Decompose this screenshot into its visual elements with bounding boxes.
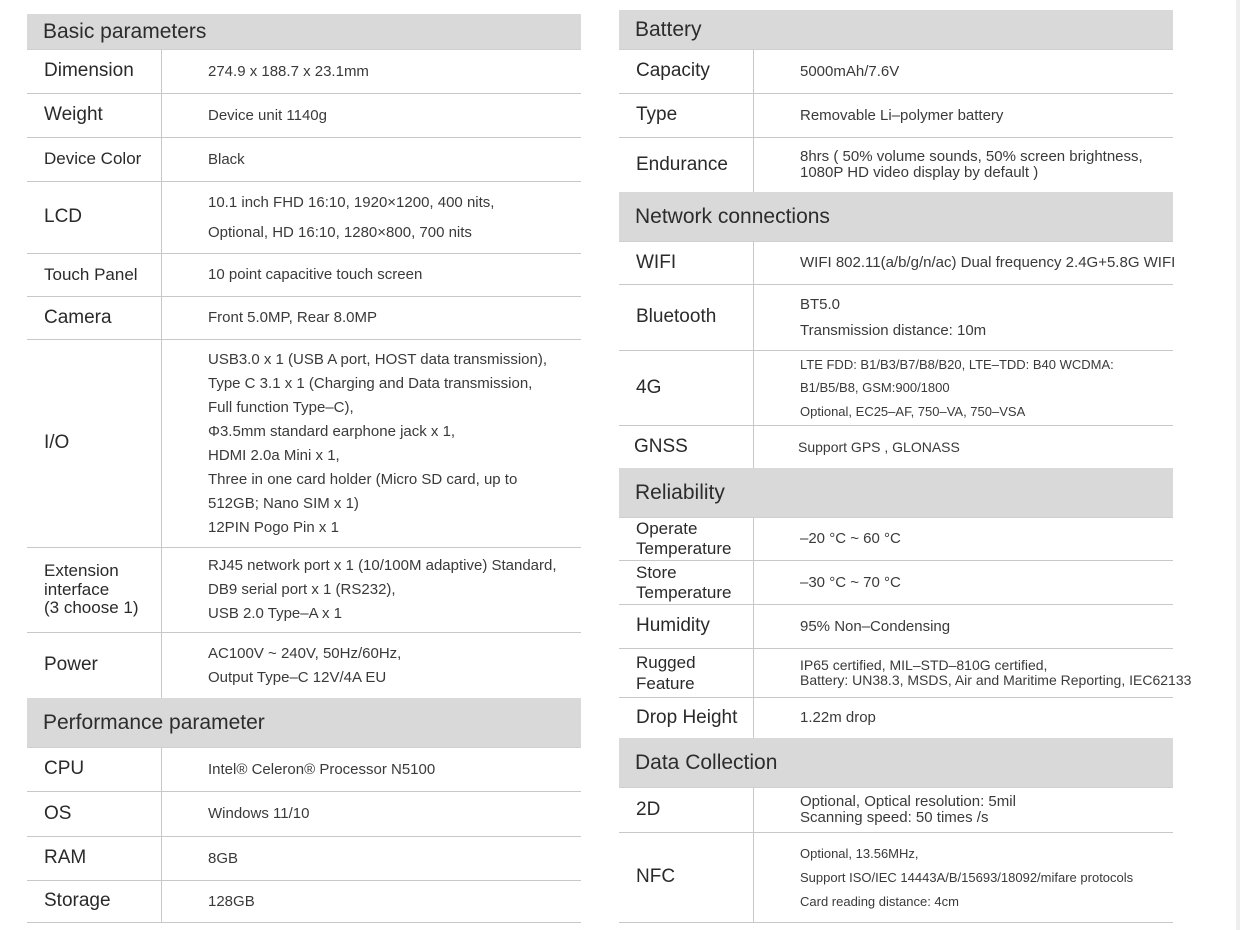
spec-label-line: Store bbox=[636, 562, 677, 582]
spec-value-line: Intel® Celeron® Processor N5100 bbox=[208, 760, 436, 778]
spec-label-line: Operate bbox=[636, 519, 698, 538]
spec-row-lcd bbox=[27, 182, 581, 254]
spec-value bbox=[162, 138, 651, 181]
spec-value-line: Black bbox=[208, 150, 245, 168]
spec-value bbox=[754, 351, 1240, 425]
spec-row-io bbox=[27, 340, 581, 548]
spec-value-line: 5000mAh/7.6V bbox=[800, 62, 900, 80]
spec-label: OS bbox=[27, 792, 162, 836]
spec-label bbox=[619, 518, 754, 560]
spec-row-nfc bbox=[619, 833, 1173, 923]
spec-label-line: Extension bbox=[44, 560, 119, 580]
spec-row-power bbox=[27, 633, 581, 698]
spec-label-line: Feature bbox=[636, 674, 695, 693]
spec-row-rugged-feature bbox=[619, 649, 1192, 698]
spec-value-line: Windows 11/10 bbox=[208, 805, 310, 822]
spec-label: Capacity bbox=[619, 50, 754, 93]
spec-value bbox=[162, 94, 651, 137]
spec-value-line: LTE FDD: B1/B3/B7/B8/B20, LTE–TDD: B40 WCDMA: bbox=[800, 356, 1114, 372]
spec-label-line: (3 choose 1) bbox=[44, 598, 139, 618]
spec-value-line: Type C 3.1 x 1 (Charging and Data transmission, bbox=[208, 374, 533, 392]
spec-value-line: 8GB bbox=[208, 849, 239, 867]
spec-value-line: Full function Type–C), bbox=[208, 398, 354, 416]
spec-row-4g bbox=[619, 351, 1173, 426]
spec-label: Storage bbox=[27, 881, 162, 922]
section-header-reliability: Reliability bbox=[619, 468, 1173, 518]
spec-row-capacity bbox=[619, 50, 1173, 94]
spec-label: WIFI bbox=[619, 242, 754, 284]
spec-row-camera bbox=[27, 297, 581, 340]
spec-value bbox=[162, 633, 651, 698]
left-spec-panel bbox=[27, 0, 581, 930]
section-header-network-connections: Network connections bbox=[619, 192, 1173, 242]
spec-value-line: 10 point capacitive touch screen bbox=[208, 266, 423, 283]
spec-value-line: 1.22m drop bbox=[800, 709, 876, 726]
spec-row-2d bbox=[619, 788, 1173, 833]
spec-value bbox=[754, 698, 1240, 738]
spec-label: 4G bbox=[619, 351, 754, 425]
section-header-performance-parameter: Performance parameter bbox=[27, 698, 581, 748]
spec-row-storage bbox=[27, 881, 581, 923]
spec-row-wifi bbox=[619, 242, 1176, 285]
spec-row-battery-type bbox=[619, 94, 1173, 138]
spec-value-line: Optional, HD 16:10, 1280×800, 700 nits bbox=[208, 223, 472, 241]
spec-value bbox=[162, 50, 651, 93]
spec-value bbox=[162, 340, 651, 547]
spec-value-line: HDMI 2.0a Mini x 1, bbox=[208, 446, 340, 464]
spec-value-line: USB 2.0 Type–A x 1 bbox=[208, 605, 342, 622]
section-header-data-collection: Data Collection bbox=[619, 738, 1173, 788]
spec-label: Humidity bbox=[619, 605, 754, 648]
spec-label: NFC bbox=[619, 833, 754, 922]
spec-value-line: Optional, EC25–AF, 750–VA, 750–VSA bbox=[800, 403, 1026, 419]
spec-value-line: WIFI 802.11(a/b/g/n/ac) Dual frequency 2.4G+5.8G WIFI bbox=[800, 254, 1176, 271]
spec-value-line: Front 5.0MP, Rear 8.0MP bbox=[208, 309, 377, 326]
spec-label bbox=[27, 548, 162, 632]
spec-row-dimension bbox=[27, 50, 581, 94]
spec-value-line: –20 °C ~ 60 °C bbox=[800, 530, 901, 547]
spec-label: CPU bbox=[27, 748, 162, 791]
spec-value bbox=[162, 837, 651, 880]
spec-label: I/O bbox=[27, 340, 162, 547]
spec-row-operate-temperature bbox=[619, 518, 1173, 561]
spec-value bbox=[162, 748, 651, 791]
spec-value-line: Scanning speed: 50 times /s bbox=[800, 809, 989, 826]
spec-row-cpu bbox=[27, 748, 581, 792]
spec-value-line: 10.1 inch FHD 16:10, 1920×1200, 400 nits, bbox=[208, 193, 495, 211]
spec-value bbox=[754, 561, 1240, 604]
spec-label-line: Rugged bbox=[636, 653, 696, 672]
spec-value bbox=[162, 182, 651, 253]
spec-label: Camera bbox=[27, 297, 162, 339]
spec-value-line: Optional, 13.56MHz, bbox=[800, 845, 919, 861]
spec-label: 2D bbox=[619, 788, 754, 832]
spec-value-line: 8hrs ( 50% volume sounds, 50% screen brightness, bbox=[800, 147, 1143, 165]
spec-value-line: Support GPS , GLONASS bbox=[798, 438, 960, 455]
spec-value-line: Transmission distance: 10m bbox=[800, 321, 987, 339]
spec-value bbox=[162, 792, 651, 836]
spec-row-humidity bbox=[619, 605, 1173, 649]
spec-value-line: –30 °C ~ 70 °C bbox=[800, 573, 901, 591]
spec-value bbox=[754, 649, 1240, 697]
spec-row-store-temperature bbox=[619, 561, 1173, 605]
spec-label: Drop Height bbox=[619, 698, 754, 738]
spec-label: Touch Panel bbox=[27, 254, 162, 296]
spec-value bbox=[754, 242, 1240, 284]
spec-label: Weight bbox=[27, 94, 162, 137]
spec-row-os bbox=[27, 792, 581, 837]
spec-value-line: DB9 serial port x 1 (RS232), bbox=[208, 581, 396, 598]
spec-row-gnss bbox=[619, 426, 1173, 468]
spec-label bbox=[619, 649, 754, 697]
spec-label: GNSS bbox=[619, 426, 754, 468]
spec-value-line: Device unit 1140g bbox=[208, 106, 327, 124]
spec-value-line: 512GB; Nano SIM x 1) bbox=[208, 494, 359, 512]
spec-row-extension-interface bbox=[27, 548, 581, 633]
spec-value-line: Optional, Optical resolution: 5mil bbox=[800, 792, 1016, 810]
spec-value bbox=[754, 94, 1240, 137]
spec-row-bluetooth bbox=[619, 285, 1173, 351]
spec-value-line: 1080P HD video display by default ) bbox=[800, 164, 1039, 181]
spec-value bbox=[162, 254, 651, 296]
section-header-basic-parameters: Basic parameters bbox=[27, 14, 581, 50]
spec-value-line: Card reading distance: 4cm bbox=[800, 893, 959, 909]
spec-value-line: BT5.0 bbox=[800, 295, 841, 313]
spec-value-line: USB3.0 x 1 (USB A port, HOST data transmission), bbox=[208, 350, 548, 368]
spec-label: Bluetooth bbox=[619, 285, 754, 350]
spec-value-line: B1/B5/B8, GSM:900/1800 bbox=[800, 380, 950, 396]
right-spec-panel bbox=[619, 0, 1192, 930]
spec-value bbox=[754, 285, 1240, 350]
spec-value-line: 12PIN Pogo Pin x 1 bbox=[208, 518, 339, 536]
spec-label bbox=[619, 561, 754, 604]
spec-value-line: Three in one card holder (Micro SD card, up to bbox=[208, 470, 518, 488]
spec-label: RAM bbox=[27, 837, 162, 880]
spec-row-touch-panel bbox=[27, 254, 581, 297]
spec-label: Dimension bbox=[27, 50, 162, 93]
spec-label-line: interface bbox=[44, 579, 110, 599]
spec-value bbox=[754, 138, 1240, 192]
spec-row-drop-height bbox=[619, 698, 1173, 738]
spec-value bbox=[162, 548, 651, 632]
spec-value bbox=[754, 605, 1240, 648]
spec-value-line: AC100V ~ 240V, 50Hz/60Hz, bbox=[208, 644, 402, 662]
spec-value bbox=[754, 50, 1240, 93]
spec-value-line: 95% Non–Condensing bbox=[800, 617, 951, 635]
spec-label: Power bbox=[27, 633, 162, 698]
spec-value-line: Output Type–C 12V/4A EU bbox=[208, 668, 387, 686]
spec-value-line: Battery: UN38.3, MSDS, Air and Maritime Reporting, IEC62133 bbox=[800, 672, 1192, 688]
spec-value-line: Removable Li–polymer battery bbox=[800, 106, 1004, 124]
spec-value-line: Support ISO/IEC 14443A/B/15693/18092/mifare protocols bbox=[800, 869, 1134, 885]
spec-label: LCD bbox=[27, 182, 162, 253]
page-edge-rail bbox=[1236, 0, 1240, 930]
spec-row-device-color bbox=[27, 138, 581, 182]
spec-row-weight bbox=[27, 94, 581, 138]
spec-value bbox=[162, 881, 651, 922]
spec-value bbox=[754, 788, 1240, 832]
spec-value-line: 128GB bbox=[208, 892, 255, 910]
spec-label-line: Temperature bbox=[636, 582, 732, 602]
spec-row-ram bbox=[27, 837, 581, 881]
spec-label: Device Color bbox=[27, 138, 162, 181]
spec-value bbox=[754, 518, 1240, 560]
spec-row-endurance bbox=[619, 138, 1173, 192]
spec-value-line: 274.9 x 188.7 x 23.1mm bbox=[208, 62, 369, 80]
spec-value bbox=[162, 297, 651, 339]
spec-value bbox=[754, 833, 1240, 922]
spec-value-line: RJ45 network port x 1 (10/100M adaptive) Standard, bbox=[208, 557, 557, 574]
spec-value-line: IP65 certified, MIL–STD–810G certified, bbox=[800, 656, 1048, 673]
spec-label: Type bbox=[619, 94, 754, 137]
spec-label-line: Temperature bbox=[636, 539, 732, 558]
section-header-battery: Battery bbox=[619, 10, 1173, 50]
spec-value-line: Φ3.5mm standard earphone jack x 1, bbox=[208, 422, 456, 440]
spec-label: Endurance bbox=[619, 138, 754, 192]
spec-value bbox=[754, 426, 1240, 468]
